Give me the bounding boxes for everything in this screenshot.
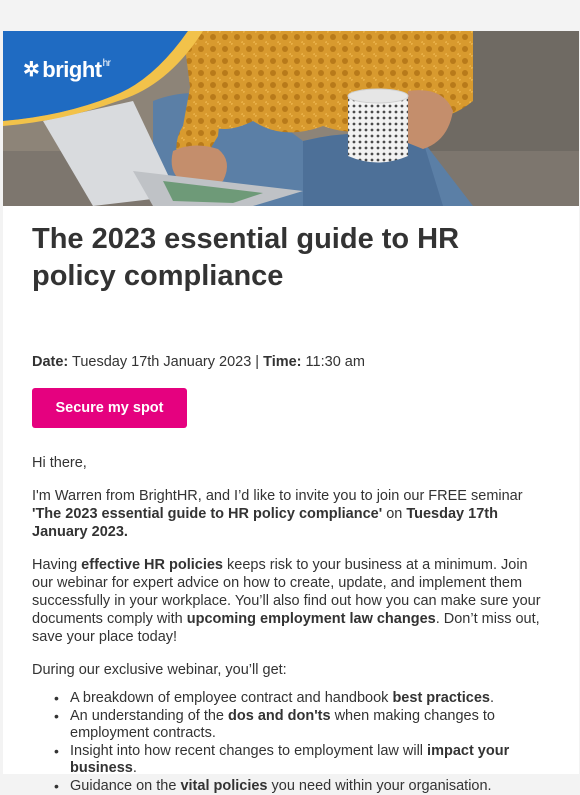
- secure-my-spot-button[interactable]: Secure my spot: [32, 388, 187, 428]
- greeting: Hi there,: [32, 454, 550, 472]
- list-item: [70, 778, 550, 795]
- brighthr-logo-icon: ✲: [23, 57, 39, 83]
- policies-text-3: . Don’t miss out, save your place today!: [32, 611, 540, 645]
- benefits-list: [32, 690, 550, 795]
- intro-text-1: I'm Warren from BrightHR, and I’d like to invite you to join our FREE seminar: [32, 488, 523, 504]
- policies-paragraph: [32, 556, 550, 646]
- date-value: Tuesday 17th January 2023 |: [68, 354, 263, 370]
- event-details: [32, 353, 550, 371]
- hero-banner: [3, 31, 579, 206]
- list-item-text: An understanding of the: [70, 708, 228, 724]
- list-item-text: .: [133, 760, 137, 776]
- date-label: Date:: [32, 354, 68, 370]
- time-value: 11:30 am: [302, 354, 365, 370]
- intro-text-2: on: [382, 506, 406, 522]
- page-title: The 2023 essential guide to HR policy compliance: [32, 221, 502, 295]
- list-item: [70, 690, 550, 708]
- intro-paragraph: [32, 487, 550, 541]
- list-item-bold: vital policies: [180, 778, 267, 794]
- list-item-bold: dos and don'ts: [228, 708, 331, 724]
- list-item-text: you need within your organisation.: [268, 778, 492, 794]
- email-content: [3, 221, 579, 795]
- list-item: [70, 743, 550, 778]
- brighthr-logo[interactable]: [23, 57, 111, 83]
- seminar-date: Tuesday 17th January 2023.: [32, 506, 498, 540]
- email-body: [3, 31, 579, 774]
- logo-text: bright: [42, 57, 101, 83]
- time-label: Time:: [263, 354, 301, 370]
- policies-text-2: keeps risk to your business at a minimum. Join our webinar for expert advice on how to create, update, and implement them successfully in your workplace. You’ll also find out how you can make sure your documents comply with: [32, 557, 541, 627]
- seminar-name: 'The 2023 essential guide to HR policy compliance': [32, 506, 382, 522]
- list-item-text: A breakdown of employee contract and handbook: [70, 690, 392, 706]
- policies-bold-2: upcoming employment law changes: [187, 611, 436, 627]
- policies-text-1: Having: [32, 557, 81, 573]
- logo-suffix: hr: [103, 57, 111, 71]
- policies-bold-1: effective HR policies: [81, 557, 223, 573]
- list-item-text: when making changes to employment contracts.: [70, 708, 495, 742]
- list-item-bold: impact your business: [70, 743, 509, 777]
- list-item-text: Guidance on the: [70, 778, 180, 794]
- list-item: [70, 708, 550, 743]
- list-item-text: .: [490, 690, 494, 706]
- during-paragraph: During our exclusive webinar, you’ll get:: [32, 661, 550, 679]
- list-item-bold: best practices: [392, 690, 490, 706]
- list-item-text: Insight into how recent changes to employment law will: [70, 743, 427, 759]
